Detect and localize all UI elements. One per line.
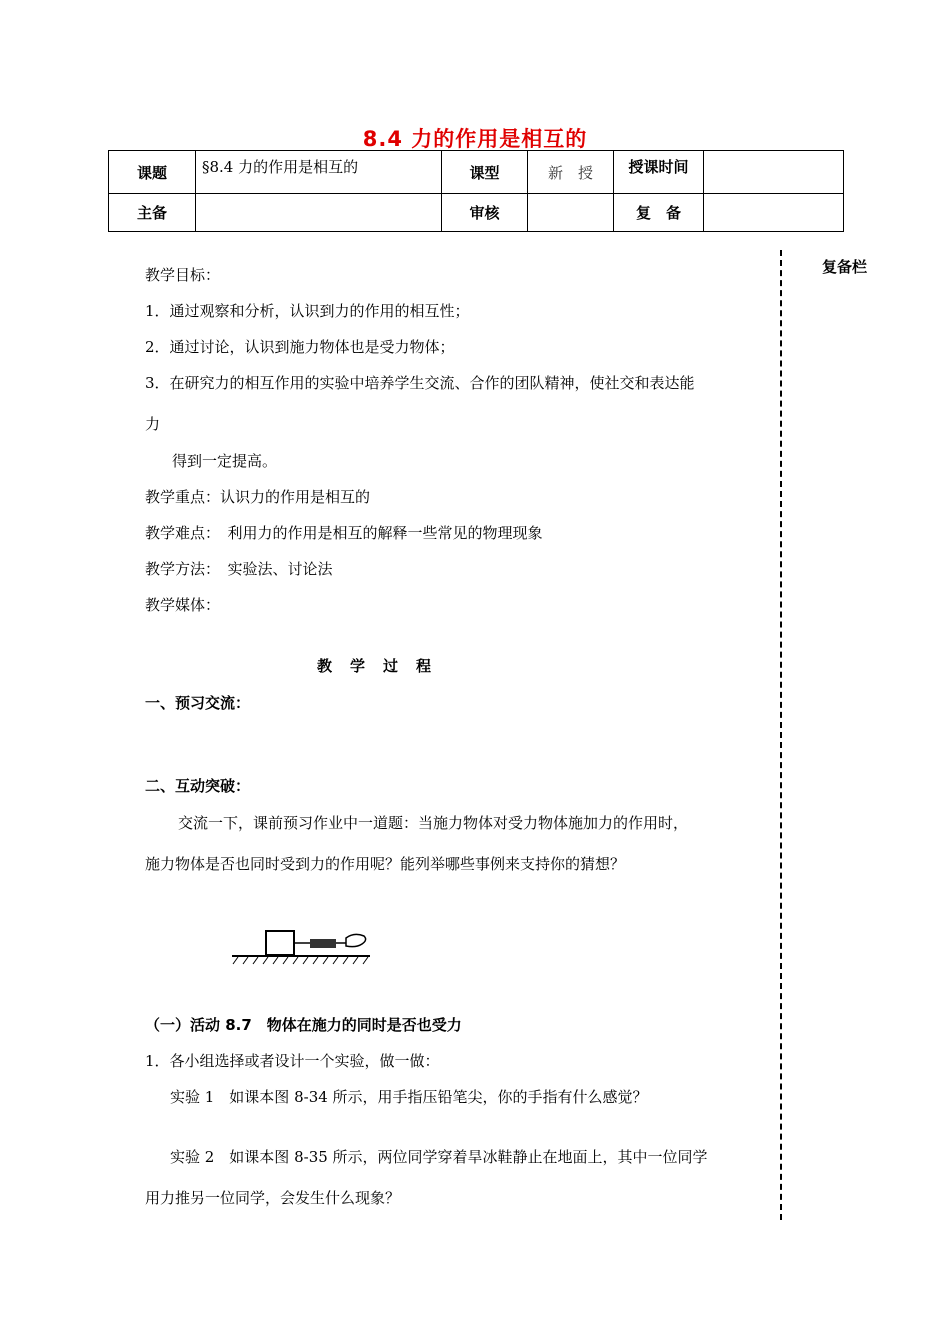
section-interactive: 二、互动突破： <box>145 777 251 795</box>
type-label: 课型 <box>442 151 528 194</box>
objectives-heading: 教学目标： <box>145 266 221 284</box>
lead-label: 主备 <box>109 194 196 232</box>
topic-label: 课题 <box>109 151 196 194</box>
sidebar-divider <box>780 250 782 1220</box>
activity-heading: （一）活动 8.7 物体在施力的同时是否也受力 <box>145 1016 462 1034</box>
section-preview: 一、预习交流： <box>145 694 251 712</box>
spring-block-diagram <box>228 922 378 972</box>
time-value <box>704 151 844 194</box>
media: 教学媒体： <box>145 596 221 614</box>
lead-value <box>196 194 442 232</box>
objective-item: 得到一定提高。 <box>172 452 278 470</box>
prep-label: 复 备 <box>614 194 704 232</box>
discussion-text: 交流一下，课前预习作业中一道题：当施力物体对受力物体施加力的作用时， <box>178 814 689 832</box>
objective-item: 2．通过讨论，认识到施力物体也是受力物体； <box>145 338 455 356</box>
prep-value <box>704 194 844 232</box>
time-label: 授课时间 <box>614 151 704 194</box>
experiment-2: 实验 2 如课本图 8-35 所示，两位同学穿着旱冰鞋静止在地面上，其中一位同学 <box>170 1148 708 1166</box>
table-row <box>109 194 844 232</box>
review-value <box>528 194 614 232</box>
experiment-2-cont: 用力推另一位同学，会发生什么现象？ <box>145 1189 401 1207</box>
objective-item: 3．在研究力的相互作用的实验中培养学生交流、合作的团队精神，使社交和表达能 <box>145 374 695 392</box>
key-point: 教学重点：认识力的作用是相互的 <box>145 488 371 506</box>
table-row <box>109 151 844 194</box>
type-value: 新 授 <box>528 151 614 194</box>
topic-value: §8.4 力的作用是相互的 <box>196 151 442 194</box>
objective-item: 力 <box>145 415 161 433</box>
experiment-1: 实验 1 如课本图 8-34 所示，用手指压铅笔尖，你的手指有什么感觉？ <box>170 1088 648 1106</box>
lesson-info-table <box>108 150 844 232</box>
activity-item: 1．各小组选择或者设计一个实验，做一做： <box>145 1052 440 1070</box>
objective-item: 1．通过观察和分析，认识到力的作用的相互性； <box>145 302 470 320</box>
discussion-text: 施力物体是否也同时受到力的作用呢？能列举哪些事例来支持你的猜想？ <box>145 855 626 873</box>
method: 教学方法： 实验法、讨论法 <box>145 560 333 578</box>
page-title: 8.4 力的作用是相互的 <box>362 127 588 151</box>
process-heading: 教学过程 <box>317 657 450 675</box>
difficulty: 教学难点： 利用力的作用是相互的解释一些常见的物理现象 <box>145 524 543 542</box>
sidebar-title: 复备栏 <box>822 258 868 276</box>
review-label: 审核 <box>442 194 528 232</box>
